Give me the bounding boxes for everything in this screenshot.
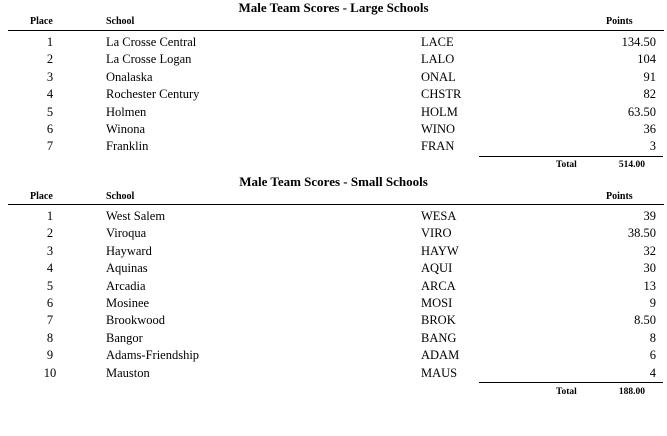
- place-cell: 7: [46, 139, 54, 154]
- place-cell: 6: [46, 122, 54, 136]
- school-cell: Brookwood: [106, 313, 166, 328]
- large-place-header: Place: [30, 16, 53, 27]
- large-schools-title: Male Team Scores - Large Schools: [238, 0, 429, 15]
- small-schools-title: Male Team Scores - Small Schools: [239, 174, 428, 189]
- points-cell: 36: [643, 122, 656, 136]
- school-cell: La Crosse Logan: [106, 52, 192, 67]
- small-school-header: School: [106, 191, 135, 202]
- place-cell: 10: [43, 365, 57, 380]
- small-total-label: Total: [556, 387, 577, 397]
- points-cell: 8.50: [634, 313, 656, 328]
- place-cell: 7: [46, 313, 54, 328]
- large-points-header: Points: [606, 16, 633, 27]
- place-cell: 3: [46, 69, 54, 84]
- school-cell: Hayward: [106, 243, 152, 258]
- table-row: [0, 138, 667, 155]
- points-cell: 82: [643, 87, 656, 102]
- points-cell: 3: [649, 139, 656, 154]
- code-cell: VIRO: [421, 226, 452, 241]
- school-cell: Mosinee: [106, 296, 150, 310]
- code-cell: HAYW: [421, 243, 459, 258]
- table-row: [0, 225, 667, 242]
- school-cell: La Crosse Central: [106, 35, 197, 49]
- code-cell: MAUS: [421, 365, 458, 380]
- points-cell: 6: [649, 348, 656, 363]
- table-row: [0, 86, 667, 103]
- table-row: [0, 312, 667, 329]
- small-points-header: Points: [606, 191, 633, 202]
- code-cell: MOSI: [421, 296, 453, 310]
- school-cell: Onalaska: [106, 69, 153, 84]
- school-cell: West Salem: [106, 209, 166, 223]
- place-cell: 1: [46, 209, 54, 223]
- points-cell: 91: [643, 69, 656, 84]
- table-row: [0, 121, 667, 138]
- code-cell: BROK: [421, 313, 456, 328]
- school-cell: Bangor: [106, 330, 143, 345]
- large-total-label: Total: [556, 160, 577, 170]
- place-cell: 1: [46, 35, 54, 49]
- code-cell: HOLM: [421, 104, 458, 119]
- code-cell: CHSTR: [421, 87, 462, 102]
- points-cell: 9: [649, 296, 656, 310]
- school-cell: Franklin: [106, 139, 149, 154]
- table-row: [0, 295, 667, 312]
- points-cell: 39: [643, 209, 656, 223]
- place-cell: 9: [46, 348, 54, 363]
- small-total-value: 188.00: [618, 387, 645, 397]
- place-cell: 5: [46, 278, 54, 293]
- school-cell: Aquinas: [106, 261, 148, 276]
- code-cell: ARCA: [421, 278, 456, 293]
- points-cell: 104: [637, 52, 656, 67]
- code-cell: WINO: [421, 122, 456, 136]
- school-cell: Arcadia: [106, 278, 146, 293]
- table-row: [0, 278, 667, 295]
- points-cell: 134.50: [621, 35, 656, 49]
- place-cell: 2: [46, 226, 54, 241]
- table-row: [0, 208, 667, 225]
- school-cell: Rochester Century: [106, 87, 200, 102]
- place-cell: 3: [46, 243, 54, 258]
- small-header-rule: [8, 204, 664, 205]
- school-cell: Adams-Friendship: [106, 348, 200, 363]
- place-cell: 5: [46, 104, 54, 119]
- small-total-rule: [479, 382, 663, 383]
- large-header-rule: [8, 30, 664, 31]
- small-place-header: Place: [30, 191, 53, 202]
- table-row: [0, 330, 667, 347]
- code-cell: ONAL: [421, 69, 456, 84]
- table-row: [0, 347, 667, 364]
- school-cell: Winona: [106, 122, 146, 136]
- place-cell: 4: [46, 261, 54, 276]
- points-cell: 30: [643, 261, 656, 276]
- table-row: [0, 34, 667, 51]
- code-cell: WESA: [421, 209, 457, 223]
- place-cell: 8: [46, 330, 54, 345]
- place-cell: 4: [46, 87, 54, 102]
- large-total-value: 514.00: [618, 160, 645, 170]
- school-cell: Holmen: [106, 104, 147, 119]
- code-cell: BANG: [421, 330, 457, 345]
- code-cell: LALO: [421, 52, 455, 67]
- code-cell: ADAM: [421, 348, 460, 363]
- code-cell: LACE: [421, 35, 454, 49]
- school-cell: Mauston: [106, 365, 150, 380]
- code-cell: AQUI: [421, 261, 453, 276]
- place-cell: 6: [46, 296, 54, 310]
- points-cell: 32: [643, 243, 656, 258]
- table-row: [0, 260, 667, 277]
- large-school-header: School: [106, 16, 135, 27]
- table-row: [0, 51, 667, 68]
- points-cell: 8: [649, 330, 656, 345]
- points-cell: 13: [643, 278, 656, 293]
- points-cell: 63.50: [627, 104, 656, 119]
- school-cell: Viroqua: [106, 226, 147, 241]
- table-row: [0, 69, 667, 86]
- large-total-rule: [479, 156, 663, 157]
- place-cell: 2: [46, 52, 54, 67]
- code-cell: FRAN: [421, 139, 455, 154]
- points-cell: 38.50: [627, 226, 656, 241]
- table-row: [0, 243, 667, 260]
- table-row: [0, 104, 667, 121]
- points-cell: 4: [649, 365, 656, 380]
- table-row: [0, 365, 667, 382]
